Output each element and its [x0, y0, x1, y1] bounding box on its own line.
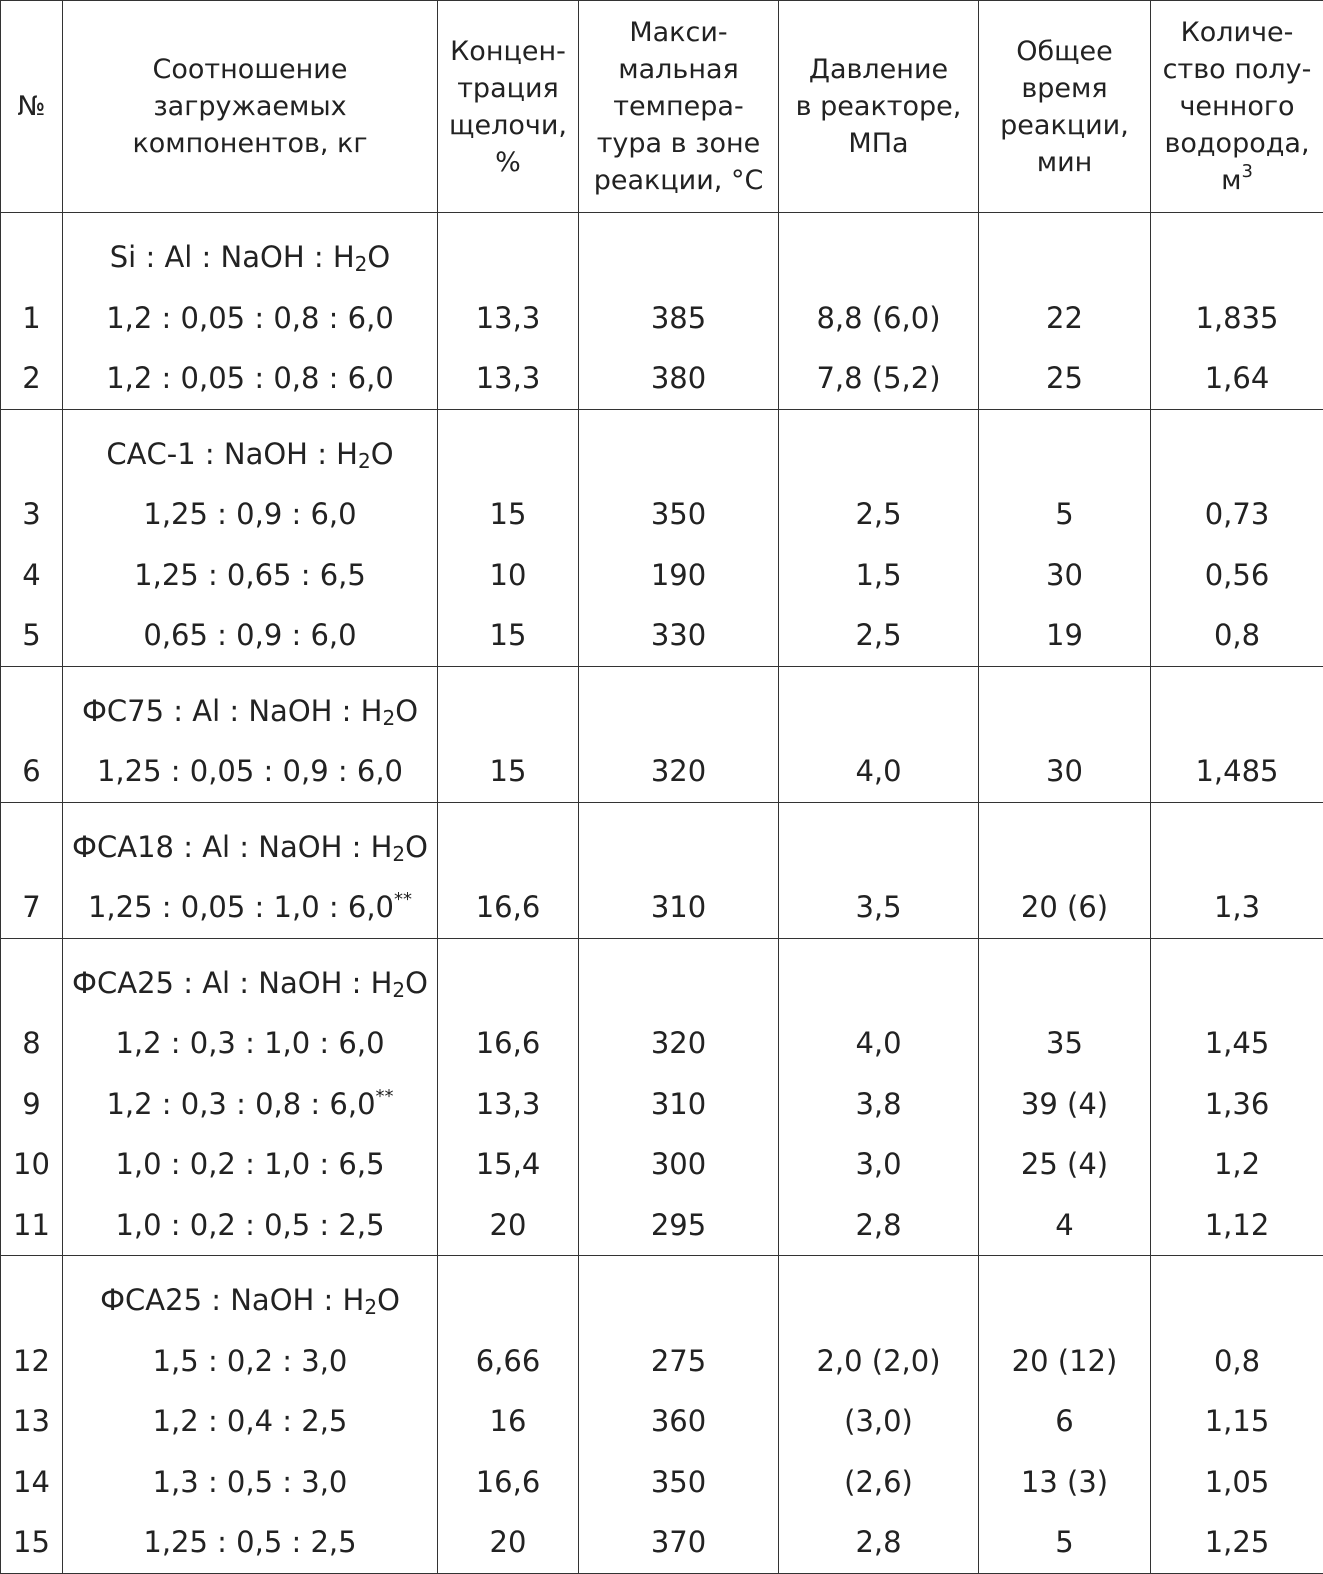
blank-line: [979, 424, 1150, 485]
blank-line: [779, 681, 978, 742]
row-number-cell: [1, 666, 63, 802]
alkali-concentration-cell: [438, 409, 579, 666]
row-number: 12: [1, 1331, 62, 1392]
max-temperature: 190: [579, 545, 778, 606]
max-temperature: 360: [579, 1391, 778, 1452]
blank-line: [1151, 681, 1323, 742]
cell-lines: [63, 803, 437, 938]
cell-lines: [63, 939, 437, 1256]
component-ratio: 1,2 : 0,05 : 0,8 : 6,0: [63, 348, 437, 409]
header-hydrogen-amount: [1151, 1, 1323, 213]
max-temperature: 330: [579, 605, 778, 666]
reactor-pressure-cell: [779, 1256, 979, 1574]
blank-line: [779, 1270, 978, 1331]
header-line: %: [438, 144, 578, 181]
blank-line: [438, 1270, 578, 1331]
component-ratio: 1,25 : 0,05 : 0,9 : 6,0: [63, 741, 437, 802]
component-ratio-cell: [63, 938, 438, 1256]
component-system: ФСА18 : Al : NaOH : $H_2O$: [63, 817, 437, 878]
header-line: водорода,: [1151, 125, 1323, 162]
cell-lines: [979, 1256, 1150, 1573]
reaction-time-cell: [979, 213, 1151, 410]
blank-line: [1, 424, 62, 485]
reaction-time: 20 (12): [979, 1331, 1150, 1392]
reactor-pressure: 2,5: [779, 484, 978, 545]
alkali-concentration: 10: [438, 545, 578, 606]
component-ratio: 1,0 : 0,2 : 0,5 : 2,5: [63, 1195, 437, 1256]
row-number: 3: [1, 484, 62, 545]
alkali-concentration: 20: [438, 1512, 578, 1573]
hydrogen-amount-cell: [1151, 213, 1323, 410]
component-ratio: 1,0 : 0,2 : 1,0 : 6,5: [63, 1134, 437, 1195]
hydrogen-amount: 1,25: [1151, 1512, 1323, 1573]
reaction-time: 30: [979, 741, 1150, 802]
hydrogen-amount: 1,485: [1151, 741, 1323, 802]
hydrogen-amount: 0,8: [1151, 1331, 1323, 1392]
header-max-temperature: [579, 1, 779, 213]
max-temperature-cell: [579, 666, 779, 802]
alkali-concentration-cell: [438, 938, 579, 1256]
reaction-time-cell: [979, 666, 1151, 802]
header-line: $м^3$: [1151, 162, 1323, 199]
subscript: 2: [358, 449, 371, 473]
max-temperature: 320: [579, 1013, 778, 1074]
reactor-pressure: 3,5: [779, 877, 978, 938]
alkali-concentration-cell: [438, 802, 579, 938]
cell-lines: [579, 939, 778, 1256]
alkali-concentration: 16,6: [438, 1452, 578, 1513]
cell-lines: [779, 803, 978, 938]
component-ratio: 1,5 : 0,2 : 3,0: [63, 1331, 437, 1392]
component-system: ФСА25 : NaOH : $H_2O$: [63, 1270, 437, 1331]
cell-lines: [779, 939, 978, 1256]
reaction-time: 25 (4): [979, 1134, 1150, 1195]
row-number: 10: [1, 1134, 62, 1195]
row-number: 1: [1, 288, 62, 349]
cell-lines: [1151, 410, 1323, 666]
row-number: 4: [1, 545, 62, 606]
alkali-concentration: 15: [438, 484, 578, 545]
alkali-concentration: 13,3: [438, 1074, 578, 1135]
blank-line: [779, 817, 978, 878]
header-reaction-time: [979, 1, 1151, 213]
cell-lines: [779, 213, 978, 409]
reaction-time: 39 (4): [979, 1074, 1150, 1135]
cell-lines: [1151, 939, 1323, 1256]
reaction-time-cell: [979, 409, 1151, 666]
blank-line: [1, 681, 62, 742]
cell-lines: [63, 667, 437, 802]
row-number: 11: [1, 1195, 62, 1256]
header-number: [1, 1, 63, 213]
cell-lines: [1151, 213, 1323, 409]
header-unit-superscript: 3: [1241, 161, 1252, 182]
header-line: мин: [979, 144, 1150, 181]
reactor-pressure: 1,5: [779, 545, 978, 606]
component-ratio-cell: [63, 802, 438, 938]
header-line: тура в зоне: [579, 125, 778, 162]
hydrogen-amount-cell: [1151, 1256, 1323, 1574]
component-ratio: 1,2 : 0,4 : 2,5: [63, 1391, 437, 1452]
header-line: время: [979, 70, 1150, 107]
hydrogen-amount: 0,8: [1151, 605, 1323, 666]
component-ratio: 0,65 : 0,9 : 6,0: [63, 605, 437, 666]
reaction-time: 25: [979, 348, 1150, 409]
cell-lines: [438, 803, 578, 938]
row-number: 13: [1, 1391, 62, 1452]
hydrogen-amount-cell: [1151, 802, 1323, 938]
header-line: Общее: [979, 33, 1150, 70]
max-temperature-cell: [579, 802, 779, 938]
cell-lines: [979, 213, 1150, 409]
row-number: 14: [1, 1452, 62, 1513]
cell-lines: [1, 803, 62, 938]
max-temperature: 350: [579, 1452, 778, 1513]
row-number: 9: [1, 1074, 62, 1135]
max-temperature: 350: [579, 484, 778, 545]
max-temperature: 310: [579, 877, 778, 938]
hydrogen-amount: 1,05: [1151, 1452, 1323, 1513]
blank-line: [438, 227, 578, 288]
max-temperature: 275: [579, 1331, 778, 1392]
table-row: [1, 1256, 1323, 1574]
header-line: Количе-: [1151, 14, 1323, 51]
blank-line: [779, 227, 978, 288]
blank-line: [979, 817, 1150, 878]
table-row: [1, 213, 1323, 410]
reactor-pressure: 4,0: [779, 741, 978, 802]
cell-lines: [1, 213, 62, 409]
reaction-time: 30: [979, 545, 1150, 606]
reactor-pressure: 4,0: [779, 1013, 978, 1074]
cell-lines: [1151, 1256, 1323, 1573]
cell-lines: [979, 803, 1150, 938]
alkali-concentration: 13,3: [438, 348, 578, 409]
cell-lines: [579, 803, 778, 938]
header-line: мальная: [579, 51, 778, 88]
reactor-pressure: 3,8: [779, 1074, 978, 1135]
header-line: загружаемых: [63, 88, 437, 125]
footnote-mark: **: [394, 889, 412, 910]
blank-line: [1151, 817, 1323, 878]
cell-lines: [1, 410, 62, 666]
blank-line: [579, 953, 778, 1014]
cell-lines: [438, 1256, 578, 1573]
alkali-concentration: 6,66: [438, 1331, 578, 1392]
blank-line: [1, 1270, 62, 1331]
cell-lines: [438, 939, 578, 1256]
header-line: Макси-: [579, 14, 778, 51]
blank-line: [779, 424, 978, 485]
hydrogen-amount: 0,73: [1151, 484, 1323, 545]
header-line: №: [1, 88, 62, 125]
header-line: реакции, °С: [579, 162, 778, 199]
cell-lines: [1, 667, 62, 802]
header-concentration: [438, 1, 579, 213]
blank-line: [579, 424, 778, 485]
cell-lines: [438, 667, 578, 802]
reactor-pressure: 2,5: [779, 605, 978, 666]
reactor-pressure-cell: [779, 213, 979, 410]
cell-lines: [779, 1256, 978, 1573]
blank-line: [579, 227, 778, 288]
blank-line: [1, 227, 62, 288]
reactor-pressure: 2,0 (2,0): [779, 1331, 978, 1392]
blank-line: [979, 1270, 1150, 1331]
row-number: 7: [1, 877, 62, 938]
reactor-pressure: (2,6): [779, 1452, 978, 1513]
hydrogen-amount: 1,12: [1151, 1195, 1323, 1256]
hydrogen-amount: 1,2: [1151, 1134, 1323, 1195]
max-temperature: 300: [579, 1134, 778, 1195]
cell-lines: [438, 213, 578, 409]
alkali-concentration: 16,6: [438, 877, 578, 938]
cell-lines: [979, 939, 1150, 1256]
blank-line: [1151, 227, 1323, 288]
blank-line: [1151, 953, 1323, 1014]
reaction-time: 35: [979, 1013, 1150, 1074]
row-number: 6: [1, 741, 62, 802]
component-ratio-cell: [63, 1256, 438, 1574]
alkali-concentration: 16,6: [438, 1013, 578, 1074]
reactor-pressure: 2,8: [779, 1512, 978, 1573]
reactor-pressure: 2,8: [779, 1195, 978, 1256]
table-row: [1, 666, 1323, 802]
blank-line: [979, 227, 1150, 288]
max-temperature: 380: [579, 348, 778, 409]
cell-lines: [1151, 803, 1323, 938]
row-number-cell: [1, 802, 63, 938]
hydrogen-amount-cell: [1151, 666, 1323, 802]
header-line: ство полу-: [1151, 51, 1323, 88]
max-temperature-cell: [579, 938, 779, 1256]
reaction-time-cell: [979, 802, 1151, 938]
reactor-pressure-cell: [779, 802, 979, 938]
subscript: 2: [382, 706, 395, 730]
hydrogen-amount: 0,56: [1151, 545, 1323, 606]
row-number-cell: [1, 1256, 63, 1574]
component-system: САС-1 : NaOH : $H_2O$: [63, 424, 437, 485]
max-temperature: 320: [579, 741, 778, 802]
cell-lines: [579, 213, 778, 409]
component-ratio: 1,25 : 0,65 : 6,5: [63, 545, 437, 606]
component-ratio-cell: [63, 213, 438, 410]
header-line: трация: [438, 70, 578, 107]
header-line: Давление: [779, 51, 978, 88]
header-row: [1, 1, 1323, 213]
reactor-pressure: 3,0: [779, 1134, 978, 1195]
reaction-time: 5: [979, 484, 1150, 545]
blank-line: [979, 953, 1150, 1014]
hydrogen-amount: 1,64: [1151, 348, 1323, 409]
max-temperature-cell: [579, 409, 779, 666]
alkali-concentration: 16: [438, 1391, 578, 1452]
header-line: реакции,: [979, 107, 1150, 144]
component-ratio: 1,25 : 0,5 : 2,5: [63, 1512, 437, 1573]
row-number: 5: [1, 605, 62, 666]
header-ratio: [63, 1, 438, 213]
max-temperature-cell: [579, 1256, 779, 1574]
table-row: [1, 938, 1323, 1256]
component-system: Si : Al : NaOH : $H_2O$: [63, 227, 437, 288]
footnote-mark: **: [376, 1086, 394, 1107]
max-temperature: 370: [579, 1512, 778, 1573]
cell-lines: [579, 410, 778, 666]
cell-lines: [579, 667, 778, 802]
component-ratio-cell: [63, 666, 438, 802]
header-line: компонентов, кг: [63, 125, 437, 162]
subscript: 2: [392, 978, 405, 1002]
component-ratio: 1,2 : 0,05 : 0,8 : 6,0: [63, 288, 437, 349]
header-line: в реакторе,: [779, 88, 978, 125]
max-temperature: 310: [579, 1074, 778, 1135]
header-line: МПа: [779, 125, 978, 162]
table-row: [1, 802, 1323, 938]
blank-line: [1151, 424, 1323, 485]
alkali-concentration: 15,4: [438, 1134, 578, 1195]
header-line: Соотношение: [63, 51, 437, 88]
hydrogen-amount: 1,15: [1151, 1391, 1323, 1452]
blank-line: [979, 681, 1150, 742]
component-ratio: 1,25 : 0,9 : 6,0: [63, 484, 437, 545]
cell-lines: [1, 939, 62, 1256]
cell-lines: [579, 1256, 778, 1573]
blank-line: [779, 953, 978, 1014]
hydrogen-amount-cell: [1151, 409, 1323, 666]
alkali-concentration-cell: [438, 213, 579, 410]
blank-line: [579, 681, 778, 742]
reaction-time: 5: [979, 1512, 1150, 1573]
reactor-pressure-cell: [779, 938, 979, 1256]
reactor-pressure-cell: [779, 666, 979, 802]
header-line: щелочи,: [438, 107, 578, 144]
row-number: 15: [1, 1512, 62, 1573]
reaction-time-cell: [979, 1256, 1151, 1574]
cell-lines: [779, 410, 978, 666]
alkali-concentration: 15: [438, 605, 578, 666]
blank-line: [438, 424, 578, 485]
alkali-concentration: 13,3: [438, 288, 578, 349]
hydrogen-amount: 1,36: [1151, 1074, 1323, 1135]
cell-lines: [1151, 667, 1323, 802]
alkali-concentration-cell: [438, 1256, 579, 1574]
reaction-time: 13 (3): [979, 1452, 1150, 1513]
reactor-pressure: (3,0): [779, 1391, 978, 1452]
header-pressure: [779, 1, 979, 213]
component-ratio-cell: [63, 409, 438, 666]
component-ratio: 1,2 : 0,3 : 0,8 : 6,0**: [63, 1074, 437, 1135]
reactor-pressure: 8,8 (6,0): [779, 288, 978, 349]
alkali-concentration-cell: [438, 666, 579, 802]
row-number-cell: [1, 213, 63, 410]
table-row: [1, 409, 1323, 666]
blank-line: [438, 817, 578, 878]
reaction-time: 6: [979, 1391, 1150, 1452]
row-number: 8: [1, 1013, 62, 1074]
component-ratio: 1,25 : 0,05 : 1,0 : 6,0**: [63, 877, 437, 938]
reaction-time: 20 (6): [979, 877, 1150, 938]
blank-line: [438, 953, 578, 1014]
cell-lines: [438, 410, 578, 666]
hydrogen-amount-cell: [1151, 938, 1323, 1256]
subscript: 2: [392, 842, 405, 866]
cell-lines: [979, 410, 1150, 666]
alkali-concentration: 15: [438, 741, 578, 802]
max-temperature-cell: [579, 213, 779, 410]
max-temperature: 385: [579, 288, 778, 349]
subscript: 2: [355, 252, 368, 276]
blank-line: [1, 953, 62, 1014]
hydrogen-amount: 1,3: [1151, 877, 1323, 938]
component-ratio: 1,2 : 0,3 : 1,0 : 6,0: [63, 1013, 437, 1074]
row-number: 2: [1, 348, 62, 409]
cell-lines: [63, 410, 437, 666]
hydrogen-amount: 1,45: [1151, 1013, 1323, 1074]
subscript: 2: [364, 1295, 377, 1319]
row-number-cell: [1, 409, 63, 666]
reaction-time: 22: [979, 288, 1150, 349]
cell-lines: [779, 667, 978, 802]
max-temperature: 295: [579, 1195, 778, 1256]
alkali-concentration: 20: [438, 1195, 578, 1256]
cell-lines: [63, 213, 437, 409]
reactor-pressure-cell: [779, 409, 979, 666]
header-line: темпера-: [579, 88, 778, 125]
cell-lines: [979, 667, 1150, 802]
blank-line: [1, 817, 62, 878]
component-ratio: 1,3 : 0,5 : 3,0: [63, 1452, 437, 1513]
row-number-cell: [1, 938, 63, 1256]
reaction-time: 19: [979, 605, 1150, 666]
blank-line: [579, 1270, 778, 1331]
hydrogen-amount: 1,835: [1151, 288, 1323, 349]
component-system: ФС75 : Al : NaOH : $H_2O$: [63, 681, 437, 742]
blank-line: [438, 681, 578, 742]
blank-line: [579, 817, 778, 878]
cell-lines: [1, 1256, 62, 1573]
reaction-time-cell: [979, 938, 1151, 1256]
reaction-time: 4: [979, 1195, 1150, 1256]
component-system: ФСА25 : Al : NaOH : $H_2O$: [63, 953, 437, 1014]
reactor-pressure: 7,8 (5,2): [779, 348, 978, 409]
blank-line: [1151, 1270, 1323, 1331]
cell-lines: [63, 1256, 437, 1573]
header-line: Концен-: [438, 33, 578, 70]
header-line: ченного: [1151, 88, 1323, 125]
